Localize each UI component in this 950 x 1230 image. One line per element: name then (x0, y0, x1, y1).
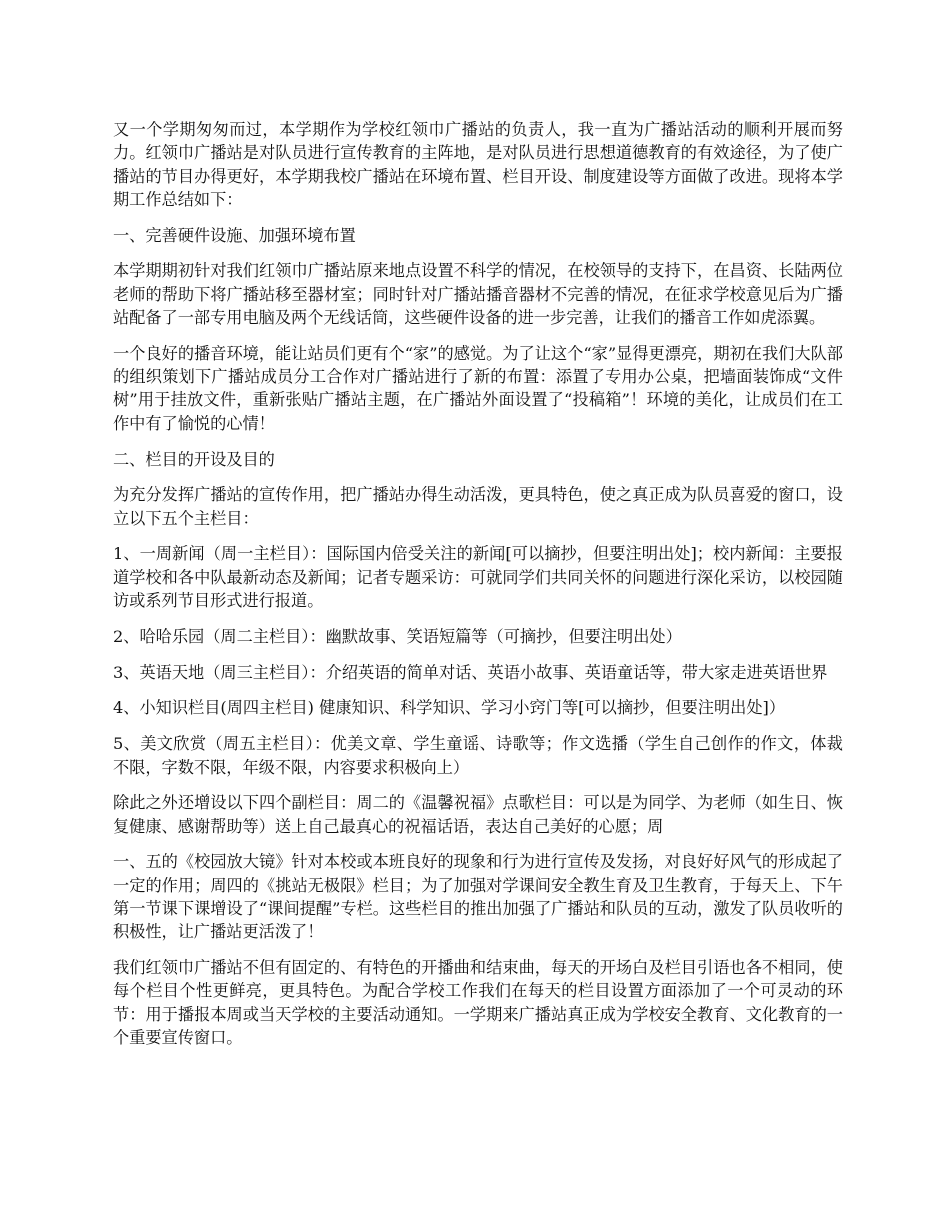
section-heading-2: 二、栏目的开设及目的 (113, 449, 275, 469)
document-body (113, 118, 843, 1062)
list-item: 3、英语天地（周三主栏目）：介绍英语的简单对话、英语小故事、英语童话等，带大家走进英语世界 (113, 662, 828, 682)
paragraph: 一、五的《校园放大镜》针对本校或本班良好的现象和行为进行宣传及发扬，对良好好风气的形成起了一定的作用；周四的《挑站无极限》栏目；为了加强对学课间安全教生育及卫生教育，于每天上、下午第一节课下课增设了“课间提醒”专栏。这些栏目的推出加强了广播站和队员的互动，激发了队员收听的积极性，让广播站更活泼了！ (113, 852, 843, 942)
paragraph: 我们红领巾广播站不但有固定的、有特色的开播曲和结束曲，每天的开场白及栏目引语也各不相同，使每个栏目个性更鲜亮，更具特色。为配合学校工作我们在每天的栏目设置方面添加了一个可灵动的环节：用于播报本周或当天学校的主要活动通知。一学期来广播站真正成为学校安全教育、文化教育的一个重要宣传窗口。 (113, 958, 843, 1047)
paragraph: 本学期期初针对我们红领巾广播站原来地点设置不科学的情况，在校领导的支持下，在昌资、长陆两位老师的帮助下将广播站移至器材室；同时针对广播站播音器材不完善的情况，在征求学校意见后为广播站配备了一部专用电脑及两个无线话筒，这些硬件设备的进一步完善，让我们的播音工作如虎添翼。 (113, 261, 843, 328)
list-item: 4、小知识栏目(周四主栏目) 健康知识、科学知识、学习小窍门等[可以摘抄，但要注明出处]） (113, 698, 786, 718)
list-item: 5、美文欣赏（周五主栏目）：优美文章、学生童谣、诗歌等；作文选播（学生自己创作的作文，体裁不限，字数不限，年级不限，内容要求积极向上） (113, 734, 843, 777)
paragraph: 为充分发挥广播站的宣传作用，把广播站办得生动活泼，更具特色，使之真正成为队员喜爱的窗口，设立以下五个主栏目： (113, 485, 843, 528)
section-heading-1: 一、完善硬件设施、加强环境布置 (113, 225, 356, 245)
list-item: 2、哈哈乐园（周二主栏目）：幽默故事、笑语短篇等（可摘抄，但要注明出处） (113, 626, 682, 646)
paragraph: 除此之外还增设以下四个副栏目：周二的《温馨祝福》点歌栏目：可以是为同学、为老师（如生日、恢复健康、感谢帮助等）送上自己最真心的祝福话语，表达自己美好的心愿；周 (113, 793, 843, 836)
list-item: 1、一周新闻（周一主栏目）：国际国内倍受关注的新闻[可以摘抄，但要注明出处]；校内新闻：主要报道学校和各中队最新动态及新闻；记者专题采访：可就同学们共同关怀的问题进行深化采访，以校园随访或系列节目形式进行报道。 (113, 544, 843, 611)
paragraph: 一个良好的播音环境，能让站员们更有个“家”的感觉。为了让这个“家”显得更漂亮，期初在我们大队部的组织策划下广播站成员分工合作对广播站进行了新的布置：添置了专用办公桌，把墙面装饰成“文件树”用于挂放文件，重新张贴广播站主题，在广播站外面设置了“投稿箱”！环境的美化，让成员们在工作中有了愉悦的心情！ (113, 343, 843, 433)
intro-paragraph: 又一个学期匆匆而过，本学期作为学校红领巾广播站的负责人，我一直为广播站活动的顺利开展而努力。红领巾广播站是对队员进行宣传教育的主阵地，是对队员进行思想道德教育的有效途径，为了使广播站的节目办得更好，本学期我校广播站在环境布置、栏目开设、制度建设等方面做了改进。现将本学期工作总结如下： (113, 120, 843, 209)
